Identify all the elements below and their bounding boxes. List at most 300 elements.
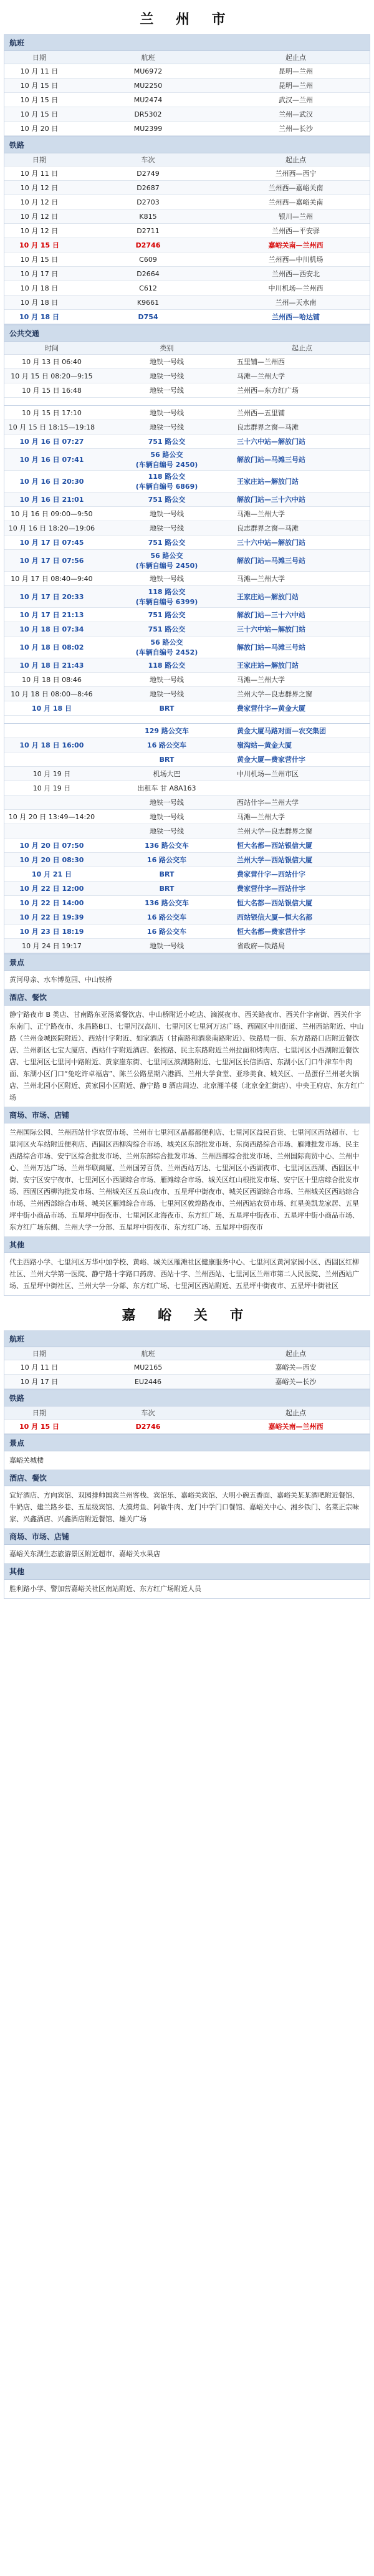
route-cell: 嘉峪关南—兰州西 bbox=[222, 1420, 370, 1434]
column-header: 起止点 bbox=[222, 51, 370, 64]
date-cell: 10 月 17 日 bbox=[4, 1375, 74, 1389]
table-row bbox=[4, 296, 370, 310]
transit-section bbox=[4, 325, 370, 954]
time-cell: 10 月 17 日 07:56 bbox=[4, 550, 99, 572]
date-cell: 10 月 11 日 bbox=[4, 64, 74, 79]
column-header: 车次 bbox=[74, 1406, 222, 1420]
table-row bbox=[4, 939, 370, 953]
table-row bbox=[4, 507, 370, 521]
type-cell bbox=[99, 925, 234, 939]
city-title: 嘉 峪 关 市 bbox=[122, 1307, 252, 1324]
route-cell: 马滩—兰州大学 bbox=[234, 507, 370, 521]
date-cell: 10 月 15 日 bbox=[4, 1420, 74, 1434]
type-label: BRT bbox=[159, 704, 175, 713]
time-cell: 10 月 16 日 21:01 bbox=[4, 493, 99, 507]
table-row bbox=[4, 195, 370, 209]
table-row bbox=[4, 795, 370, 810]
table-row bbox=[4, 79, 370, 93]
time-cell: 10 月 13 日 06:40 bbox=[4, 355, 99, 369]
column-header: 起止点 bbox=[222, 1347, 370, 1360]
number-cell: D2746 bbox=[74, 1420, 222, 1434]
trains-section bbox=[4, 1390, 370, 1435]
number-cell: DR5302 bbox=[74, 107, 222, 122]
section-header: 公共交通 bbox=[4, 325, 370, 342]
type-cell bbox=[99, 420, 234, 435]
number-cell: D2746 bbox=[74, 238, 222, 252]
type-label: 地铁一号线 bbox=[150, 575, 184, 583]
column-header: 类别 bbox=[99, 342, 234, 355]
type-cell bbox=[99, 507, 234, 521]
table-row bbox=[4, 64, 370, 79]
route-cell: 黄金大厦—费家营什字 bbox=[234, 752, 370, 767]
route-cell: 良志群界之窗—马滩 bbox=[234, 420, 370, 435]
table-row bbox=[4, 107, 370, 122]
markets-text: 兰州国际公园、兰州西站什字农贸市场、兰州市七里河区晶都都便利店、七里河区益民百货、七里河区西站超市、七里河区火车站附近便利店、西固区西柳沟综合市场、城关区东部批发市场、东岗西路综合市场、雁滩批发市场、民主西路综合市场、安宁区综合批发市场、兰州东部综合批发市场、兰州西部综合批发市场、兰州国际商贸中心、兰州中心、兰州万达广场、兰州华联商厦、兰州国芳百货、兰州西站万达、七里河区小西湖夜市、七里河区西湖、西固区中街、安宁区安宁夜市、七里河区小西湖综合市场、雁滩综合市场、城关区红山根批发市场、安宁区十里店综合批发市场、西固区西柳沟批发市场、兰州城关区五泉山夜市、五星坪中街夜市、城关区西湖综合市场、兰州城关区西站综合市场、兰州西部综合市场、城关区雁滩综合市场、七里河区敦煌路夜市、兰州西站农贸市场、红星美凯龙家居、五星坪中街小商品市场、五星坪中街夜市、七里河区北海夜市、东方红广场、五星坪中街夜市、五星坪中街小商品市场、东方红广场东侧、兰州大学一分部、五星坪中街夜市、东方红广场、五星坪中街夜市 bbox=[4, 1123, 370, 1237]
row-separator bbox=[4, 716, 370, 724]
table-row bbox=[4, 867, 370, 882]
table-row bbox=[4, 166, 370, 181]
date-cell: 10 月 20 日 bbox=[4, 122, 74, 136]
type-label: 16 路公交车 bbox=[146, 913, 187, 921]
section-header: 景点 bbox=[4, 954, 370, 971]
type-cell bbox=[99, 824, 234, 839]
type-label: 地铁一号线 bbox=[150, 387, 184, 395]
type-cell bbox=[99, 839, 234, 853]
type-label: 118 路公交 bbox=[148, 588, 186, 596]
time-cell: 10 月 15 日 16:48 bbox=[4, 383, 99, 398]
route-cell: 解放门站—马滩三号站 bbox=[234, 550, 370, 572]
type-cell bbox=[99, 608, 234, 622]
number-cell: C609 bbox=[74, 252, 222, 267]
type-cell bbox=[99, 882, 234, 896]
table-row bbox=[4, 521, 370, 536]
route-cell: 费家营什字—西站什字 bbox=[234, 882, 370, 896]
spots-text: 嘉峪关城楼 bbox=[4, 1451, 370, 1470]
type-label: 751 路公交 bbox=[148, 496, 186, 504]
type-cell bbox=[99, 795, 234, 810]
type-cell bbox=[99, 752, 234, 767]
number-cell: K9661 bbox=[74, 296, 222, 310]
section-header: 铁路 bbox=[4, 137, 370, 153]
route-cell: 解放门站—马滩三号站 bbox=[234, 449, 370, 471]
type-cell bbox=[99, 767, 234, 781]
table-row bbox=[4, 1420, 370, 1434]
table-row bbox=[4, 925, 370, 939]
table-row bbox=[4, 406, 370, 420]
time-cell: 10 月 17 日 07:45 bbox=[4, 536, 99, 550]
table-row bbox=[4, 608, 370, 622]
route-cell: 武汉—兰州 bbox=[222, 93, 370, 107]
section-header: 航班 bbox=[4, 35, 370, 51]
route-cell: 兰州大学—西站银信大厦 bbox=[234, 853, 370, 867]
type-label: 地铁一号线 bbox=[150, 799, 184, 807]
number-cell: MU6972 bbox=[74, 64, 222, 79]
time-cell: 10 月 22 日 14:00 bbox=[4, 896, 99, 910]
number-cell: MU2165 bbox=[74, 1360, 222, 1375]
section-header: 其他 bbox=[4, 1564, 370, 1580]
type-label: 118 路公交 bbox=[148, 473, 186, 481]
time-cell bbox=[4, 824, 99, 839]
type-label: BRT bbox=[159, 884, 175, 893]
time-cell bbox=[4, 724, 99, 738]
time-cell: 10 月 18 日 07:34 bbox=[4, 622, 99, 637]
column-header: 车次 bbox=[74, 153, 222, 166]
date-cell: 10 月 15 日 bbox=[4, 238, 74, 252]
route-cell: 马滩—兰州大学 bbox=[234, 810, 370, 824]
route-cell: 兰州西—五里铺 bbox=[234, 406, 370, 420]
table-row bbox=[4, 752, 370, 767]
table-row bbox=[4, 673, 370, 687]
table-row bbox=[4, 224, 370, 238]
date-cell: 10 月 15 日 bbox=[4, 107, 74, 122]
section-header: 商场、市场、店铺 bbox=[4, 1529, 370, 1545]
type-label: 地铁一号线 bbox=[150, 358, 184, 366]
type-cell bbox=[99, 550, 234, 572]
type-cell bbox=[99, 939, 234, 953]
number-cell: MU2399 bbox=[74, 122, 222, 136]
route-cell: 兰州西—平安驿 bbox=[222, 224, 370, 238]
route-cell: 三十六中站—解放门站 bbox=[234, 536, 370, 550]
number-cell: D2711 bbox=[74, 224, 222, 238]
type-cell bbox=[99, 369, 234, 383]
route-cell: 马滩—兰州大学 bbox=[234, 369, 370, 383]
type-cell bbox=[99, 701, 234, 716]
table-row bbox=[4, 435, 370, 449]
table-row bbox=[4, 622, 370, 637]
time-cell: 10 月 19 日 bbox=[4, 781, 99, 795]
number-cell: K815 bbox=[74, 209, 222, 224]
flights-table bbox=[4, 51, 370, 136]
column-header: 起止点 bbox=[222, 1406, 370, 1420]
table-row bbox=[4, 824, 370, 839]
route-cell: 五里铺—兰州西 bbox=[234, 355, 370, 369]
date-cell: 10 月 18 日 bbox=[4, 281, 74, 296]
date-cell: 10 月 15 日 bbox=[4, 79, 74, 93]
route-cell: 费家营什字—黄金大厦 bbox=[234, 701, 370, 716]
column-header: 起止点 bbox=[234, 342, 370, 355]
type-cell bbox=[99, 896, 234, 910]
table-row bbox=[4, 781, 370, 795]
route-cell: 嘉峪关南—兰州西 bbox=[222, 238, 370, 252]
type-label: 地铁一号线 bbox=[150, 409, 184, 417]
route-cell: 昆明—兰州 bbox=[222, 64, 370, 79]
table-row bbox=[4, 493, 370, 507]
type-label: 地铁一号线 bbox=[150, 423, 184, 431]
time-cell: 10 月 18 日 21:43 bbox=[4, 658, 99, 673]
type-label: 地铁一号线 bbox=[150, 524, 184, 532]
type-cell bbox=[99, 781, 234, 795]
table-row bbox=[4, 181, 370, 195]
vehicle-number: (车辆自编号 2450) bbox=[135, 461, 198, 469]
transit-table bbox=[4, 342, 370, 953]
type-cell bbox=[99, 622, 234, 637]
date-cell: 10 月 12 日 bbox=[4, 224, 74, 238]
spots-text: 黄河母亲、水车博览园、中山铁桥 bbox=[4, 971, 370, 989]
table-row bbox=[4, 420, 370, 435]
time-cell: 10 月 22 日 19:39 bbox=[4, 910, 99, 925]
section-header: 其他 bbox=[4, 1237, 370, 1253]
time-cell: 10 月 22 日 12:00 bbox=[4, 882, 99, 896]
city-title: 兰 州 市 bbox=[140, 11, 234, 27]
route-cell: 兰州西—嘉峪关南 bbox=[222, 195, 370, 209]
type-cell bbox=[99, 572, 234, 586]
type-label: 136 路公交车 bbox=[145, 899, 189, 907]
column-header: 航班 bbox=[74, 1347, 222, 1360]
time-cell: 10 月 18 日 08:00—8:46 bbox=[4, 687, 99, 701]
date-cell: 10 月 15 日 bbox=[4, 93, 74, 107]
type-label: 136 路公交车 bbox=[145, 842, 189, 850]
route-cell: 解放门站—三十六中站 bbox=[234, 608, 370, 622]
date-cell: 10 月 18 日 bbox=[4, 310, 74, 324]
route-cell: 马滩—兰州大学 bbox=[234, 572, 370, 586]
table-row bbox=[4, 93, 370, 107]
trains-section bbox=[4, 137, 370, 325]
route-cell: 兰州西—西安北 bbox=[222, 267, 370, 281]
time-cell: 10 月 15 日 18:15—19:18 bbox=[4, 420, 99, 435]
table-row bbox=[4, 658, 370, 673]
vehicle-number: (车辆自编号 6399) bbox=[135, 598, 198, 606]
table-row bbox=[4, 355, 370, 369]
table-row bbox=[4, 701, 370, 716]
time-cell: 10 月 23 日 18:19 bbox=[4, 925, 99, 939]
table-row bbox=[4, 586, 370, 608]
time-cell: 10 月 24 日 19:17 bbox=[4, 939, 99, 953]
separator-cell bbox=[4, 716, 370, 724]
type-label: 129 路公交车 bbox=[145, 727, 189, 735]
section-header: 铁路 bbox=[4, 1390, 370, 1406]
section-header: 酒店、餐饮 bbox=[4, 989, 370, 1006]
time-cell: 10 月 17 日 20:33 bbox=[4, 586, 99, 608]
date-cell: 10 月 11 日 bbox=[4, 1360, 74, 1375]
time-cell: 10 月 20 日 13:49—14:20 bbox=[4, 810, 99, 824]
trains-table bbox=[4, 1406, 370, 1434]
column-header: 时间 bbox=[4, 342, 99, 355]
table-row bbox=[4, 209, 370, 224]
table-row bbox=[4, 1360, 370, 1375]
time-cell: 10 月 16 日 18:20—19:06 bbox=[4, 521, 99, 536]
table-row bbox=[4, 550, 370, 572]
route-cell: 银川—兰州 bbox=[222, 209, 370, 224]
type-cell bbox=[99, 406, 234, 420]
table-row bbox=[4, 310, 370, 324]
time-cell: 10 月 19 日 bbox=[4, 767, 99, 781]
time-cell: 10 月 18 日 08:46 bbox=[4, 673, 99, 687]
table-row bbox=[4, 839, 370, 853]
route-cell: 良志群界之窗—马滩 bbox=[234, 521, 370, 536]
route-cell: 兰州西—西宁 bbox=[222, 166, 370, 181]
type-label: 地铁一号线 bbox=[150, 676, 184, 684]
type-label: 16 路公交车 bbox=[146, 856, 187, 864]
others-text: 代主西路小学、七里河区万华中加学校、黄峪、城关区雁滩社区健康服务中心、七里河区黄河家园小区、西固区红柳社区、兰州大学第一医院、静宁路十字路口药房、西站十字、兰州西站、七里河区兰州市第二人民医院、兰州西站广场、五星坪中街社区、兰州大学一分部、东方红广场、七里河区西站附近、五星坪中街夜市、五星坪中街社区 bbox=[4, 1253, 370, 1295]
table-row bbox=[4, 572, 370, 586]
table-row bbox=[4, 267, 370, 281]
table-row bbox=[4, 767, 370, 781]
others-text: 胜利路小学、警加营嘉峪关社区南站附近、东方红广场附近人员 bbox=[4, 1580, 370, 1598]
number-cell: MU2474 bbox=[74, 93, 222, 107]
table-row bbox=[4, 910, 370, 925]
table-row bbox=[4, 1375, 370, 1389]
jiayuguan-section bbox=[0, 1296, 374, 1599]
type-cell bbox=[99, 673, 234, 687]
time-cell: 10 月 20 日 08:30 bbox=[4, 853, 99, 867]
number-cell: MU2250 bbox=[74, 79, 222, 93]
route-cell: 兰州西—哈达铺 bbox=[222, 310, 370, 324]
type-cell bbox=[99, 853, 234, 867]
type-label: 16 路公交车 bbox=[146, 928, 187, 936]
route-cell: 王家庄站—解放门站 bbox=[234, 471, 370, 493]
time-cell: 10 月 16 日 09:00—9:50 bbox=[4, 507, 99, 521]
time-cell: 10 月 17 日 08:40—9:40 bbox=[4, 572, 99, 586]
hotels-text: 宜好酒店、方向宾馆、双园排帅国宾兰州客栈、宾馆乐、嘉峪关宾馆、大明小碗五香面、嘉峪关某某酒吧附近餐馆、牛奶店、建兰路乡巷、五星级宾馆、大漠烤鱼、阿敏牛肉、龙门中学门口餐馆、嘉峪关中心、湘乡铁门、名菜正宗味家、兴鑫酒店、兴鑫酒店附近餐馆、雄关广场 bbox=[4, 1486, 370, 1529]
time-cell: 10 月 21 日 bbox=[4, 867, 99, 882]
type-cell bbox=[99, 810, 234, 824]
route-cell: 王家庄站—解放门站 bbox=[234, 586, 370, 608]
route-cell: 昆明—兰州 bbox=[222, 79, 370, 93]
date-cell: 10 月 12 日 bbox=[4, 195, 74, 209]
table-row bbox=[4, 687, 370, 701]
separator-cell bbox=[4, 398, 370, 406]
spots-section bbox=[4, 954, 370, 1296]
column-header: 日期 bbox=[4, 1347, 74, 1360]
type-label: BRT bbox=[159, 870, 175, 878]
route-cell bbox=[234, 781, 370, 795]
route-cell: 兰州西—中川机场 bbox=[222, 252, 370, 267]
type-cell bbox=[99, 449, 234, 471]
type-cell bbox=[99, 910, 234, 925]
column-header: 日期 bbox=[4, 51, 74, 64]
vehicle-number: (车辆自编号 2452) bbox=[135, 648, 198, 656]
type-cell bbox=[99, 867, 234, 882]
number-cell: D2703 bbox=[74, 195, 222, 209]
route-cell: 嶺沟站—黄金大厦 bbox=[234, 738, 370, 752]
type-label: 751 路公交 bbox=[148, 539, 186, 547]
type-cell bbox=[99, 435, 234, 449]
type-cell bbox=[99, 493, 234, 507]
time-cell: 10 月 20 日 07:50 bbox=[4, 839, 99, 853]
route-cell: 三十六中站—解放门站 bbox=[234, 622, 370, 637]
row-separator bbox=[4, 398, 370, 406]
column-header: 航班 bbox=[74, 51, 222, 64]
time-cell: 10 月 18 日 bbox=[4, 701, 99, 716]
table-row bbox=[4, 810, 370, 824]
type-cell bbox=[99, 521, 234, 536]
date-cell: 10 月 11 日 bbox=[4, 166, 74, 181]
date-cell: 10 月 15 日 bbox=[4, 252, 74, 267]
date-cell: 10 月 17 日 bbox=[4, 267, 74, 281]
flights-section bbox=[4, 34, 370, 137]
table-row bbox=[4, 536, 370, 550]
vehicle-number: (车辆自编号 6869) bbox=[135, 483, 198, 491]
type-label: BRT bbox=[159, 755, 175, 764]
route-cell: 兰州大学—良志群界之窗 bbox=[234, 687, 370, 701]
section-header: 酒店、餐饮 bbox=[4, 1470, 370, 1486]
number-cell: D754 bbox=[74, 310, 222, 324]
number-cell: D2749 bbox=[74, 166, 222, 181]
time-cell: 10 月 16 日 07:27 bbox=[4, 435, 99, 449]
hotels-text: 静宁路夜市 B 类店、甘南路东亚汤菜餐饮店、中山桥附近小吃店、滴漠夜市、西关路夜市、西关什字南街、西关什字东南门、正宁路夜市、永昌路B口、七里河汉高川、七里河区七里河万达广场、西固区中川街道、兰州西站附近、中山路（兰州金城医院附近）、西站什字附近、如家酒店（甘南路和酒泉南路附近）、铁路局一街、东方路路口店附近餐饮店、兰州新区七宝大厦店、西站什字附近酒店、张掖路、民主东路附近兰州拉面和烤肉店、七里河区小西湖附近餐饮店、七里河区七里河中路附近、黄家崖东街、七里河区滨湖路附近、七里河区长信酒店、东湖小区门口牛津车牛肉面、东湖小区门口“兔吃许卓福店”、陈兰公路星期六港酒、兰州大学食堂、亚珍美食、城关区、一品蛋仔兰州老火锅店、兰州北园小区附近、黄家园小区附近、静宁路 8 酒店周边、北京湘羊楼（北京金汇街店）、中央王府店、东方红广场 bbox=[4, 1006, 370, 1107]
route-cell: 西站银信大厦—恒大名都 bbox=[234, 910, 370, 925]
route-cell: 恒大名都—费家营什字 bbox=[234, 925, 370, 939]
time-cell: 10 月 18 日 16:00 bbox=[4, 738, 99, 752]
type-cell bbox=[99, 355, 234, 369]
type-cell bbox=[99, 687, 234, 701]
flights-table bbox=[4, 1347, 370, 1389]
time-cell bbox=[4, 795, 99, 810]
route-cell: 王家庄站—解放门站 bbox=[234, 658, 370, 673]
time-cell bbox=[4, 752, 99, 767]
number-cell: EU2446 bbox=[74, 1375, 222, 1389]
type-cell bbox=[99, 383, 234, 398]
route-cell: 兰州—天水南 bbox=[222, 296, 370, 310]
time-cell: 10 月 17 日 21:13 bbox=[4, 608, 99, 622]
route-cell: 嘉峪关—西安 bbox=[222, 1360, 370, 1375]
time-cell: 10 月 15 日 08:20—9:15 bbox=[4, 369, 99, 383]
table-row bbox=[4, 252, 370, 267]
type-cell bbox=[99, 658, 234, 673]
type-label: 地铁一号线 bbox=[150, 690, 184, 698]
table-row bbox=[4, 724, 370, 738]
type-label: 56 路公交 bbox=[150, 638, 183, 646]
section-header: 商场、市场、店铺 bbox=[4, 1107, 370, 1123]
table-row bbox=[4, 738, 370, 752]
route-cell: 黄金大厦马路对面—农交集团 bbox=[234, 724, 370, 738]
route-cell: 兰州—武汉 bbox=[222, 107, 370, 122]
flights-section bbox=[4, 1330, 370, 1390]
type-label: 地铁一号线 bbox=[150, 372, 184, 380]
table-row bbox=[4, 853, 370, 867]
column-header: 起止点 bbox=[222, 153, 370, 166]
table-row bbox=[4, 882, 370, 896]
route-cell: 恒大名都—西站银信大厦 bbox=[234, 839, 370, 853]
number-cell: D2664 bbox=[74, 267, 222, 281]
type-cell bbox=[99, 637, 234, 658]
type-cell bbox=[99, 738, 234, 752]
table-row bbox=[4, 122, 370, 136]
markets-text: 嘉峪关东湖生态旅游景区附近超市、嘉峪关水果店 bbox=[4, 1545, 370, 1564]
type-label: 16 路公交车 bbox=[146, 741, 187, 749]
type-cell bbox=[99, 536, 234, 550]
route-cell: 兰州西—东方红广场 bbox=[234, 383, 370, 398]
section-header: 景点 bbox=[4, 1435, 370, 1451]
trains-table bbox=[4, 153, 370, 324]
type-label: 地铁一号线 bbox=[150, 827, 184, 835]
type-cell bbox=[99, 724, 234, 738]
type-cell bbox=[99, 586, 234, 608]
table-row bbox=[4, 238, 370, 252]
type-label: 机场大巴 bbox=[153, 770, 181, 778]
route-cell: 兰州西—嘉峪关南 bbox=[222, 181, 370, 195]
route-cell: 中川机场—兰州西 bbox=[222, 281, 370, 296]
time-cell: 10 月 15 日 17:10 bbox=[4, 406, 99, 420]
type-label: 地铁一号线 bbox=[150, 510, 184, 518]
vehicle-number: (车辆自编号 2450) bbox=[135, 562, 198, 570]
time-cell: 10 月 16 日 07:41 bbox=[4, 449, 99, 471]
route-cell: 解放门站—马滩三号站 bbox=[234, 637, 370, 658]
type-label: 751 路公交 bbox=[148, 611, 186, 619]
route-cell: 解放门站—三十六中站 bbox=[234, 493, 370, 507]
route-cell: 三十六中站—解放门站 bbox=[234, 435, 370, 449]
table-row bbox=[4, 369, 370, 383]
type-cell bbox=[99, 471, 234, 493]
type-label: 地铁一号线 bbox=[150, 942, 184, 950]
number-cell: C612 bbox=[74, 281, 222, 296]
time-cell: 10 月 16 日 20:30 bbox=[4, 471, 99, 493]
date-cell: 10 月 12 日 bbox=[4, 181, 74, 195]
time-cell: 10 月 18 日 08:02 bbox=[4, 637, 99, 658]
date-cell: 10 月 18 日 bbox=[4, 296, 74, 310]
route-cell: 费家营什字—西站什字 bbox=[234, 867, 370, 882]
route-cell: 嘉峪关—长沙 bbox=[222, 1375, 370, 1389]
